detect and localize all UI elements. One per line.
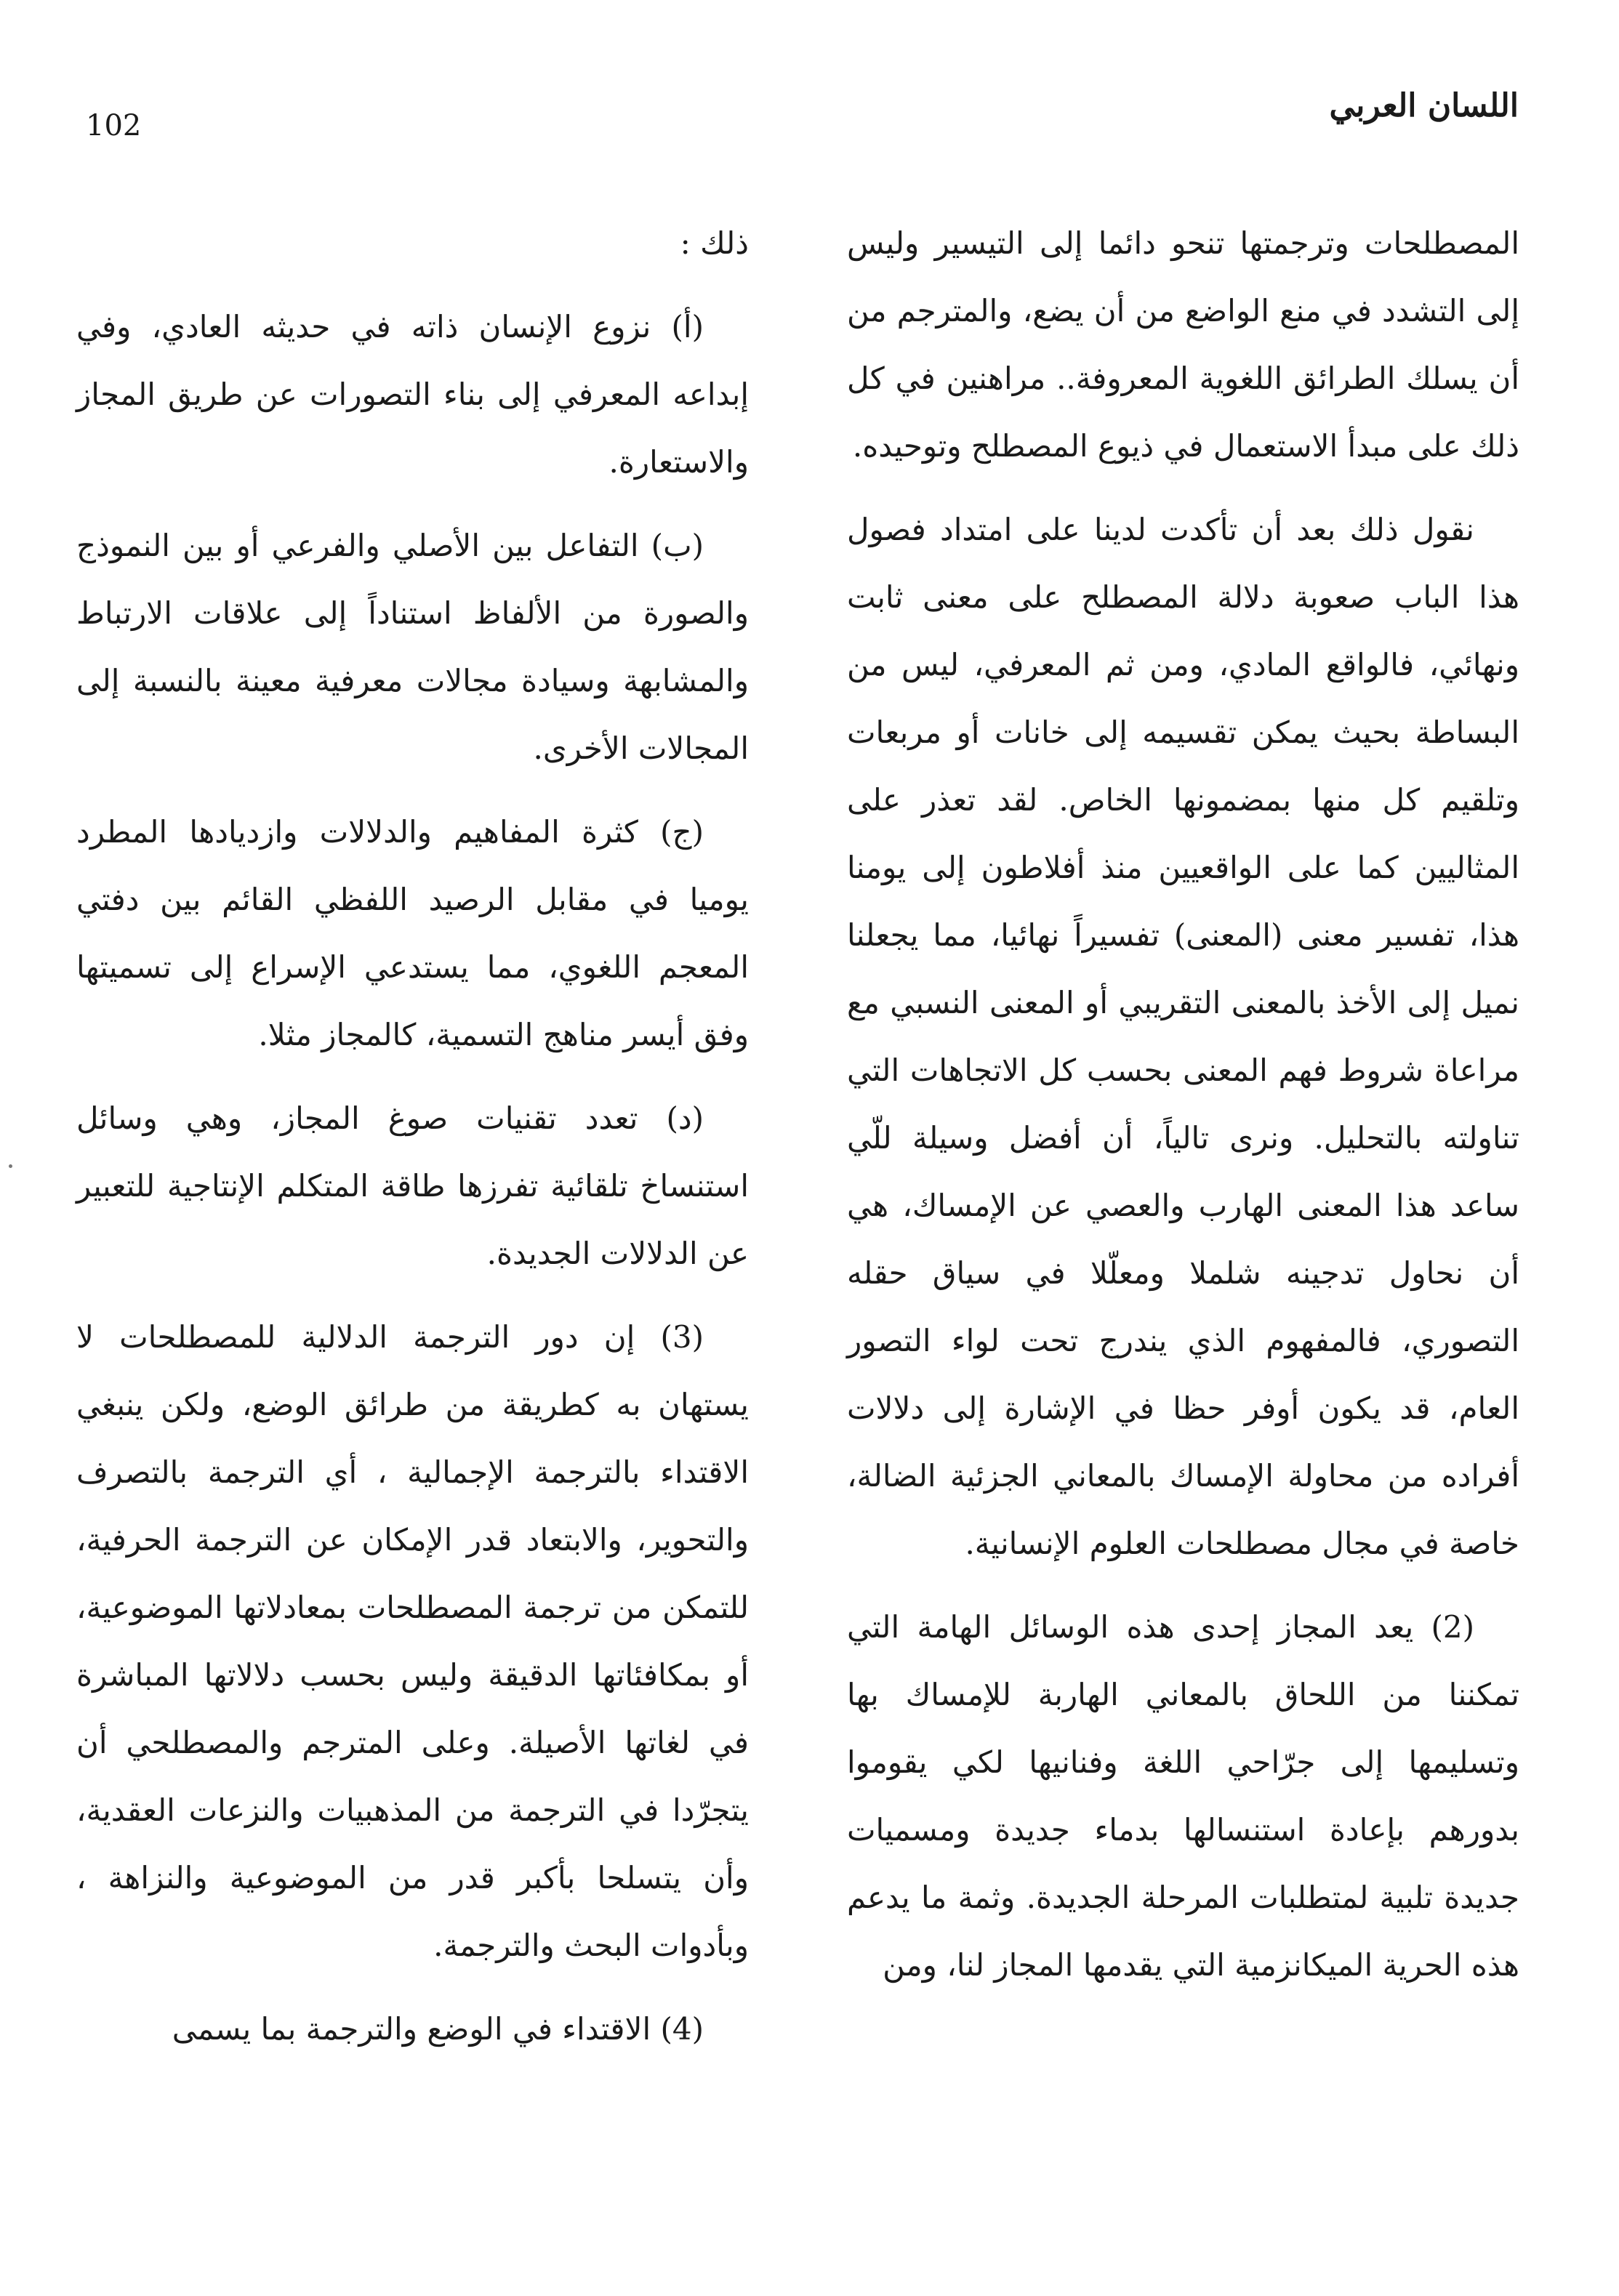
paragraph: نقول ذلك بعد أن تأكدت لدينا على امتداد فصول هذا الباب صعوبة دلالة المصطلح على معنى ثابت ونهائي، فالواقع المادي، ومن ثم المعرفي، ليس من البساطة بحيث يمكن تقسيمه إلى خانات أو مربعات وتلقيم كل منها بمضمونها الخاص. لقد تعذر على المثاليين كما على الواقعيين منذ أفلاطون إلى يومنا هذا، تفسير معنى (المعنى) تفسيراً نهائيا، مما يجعلنا نميل إلى الأخذ بالمعنى التقريبي أو المعنى النسبي مع مراعاة شروط فهم المعنى بحسب كل الاتجاهات التي تناولته بالتحليل. ونرى تالياً، أن أفضل وسيلة للّي ساعد هذا المعنى الهارب والعصي عن الإمساك، هي أن نحاول تدجينه شلملا ومعلّلا في سياق حقله التصوري، فالمفهوم الذي يندرج تحت لواء التصور العام، قد يكون أوفر حظا في الإشارة إلى دلالات أفراده من محاولة الإمساك بالمعاني الجزئية الضالة، خاصة في مجال مصطلحات العلوم الإنسانية. [847, 512, 1519, 1561]
right-column [847, 209, 1519, 2015]
list-item-b: (ب) التفاعل بين الأصلي والفرعي أو بين النموذج والصورة من الألفاظ استناداً إلى علاقات الارتباط والمشابهة وسيادة مجالات معرفية معينة بالنسبة إلى المجالات الأخرى. [76, 528, 749, 766]
paragraph: (2) يعد المجاز إحدى هذه الوسائل الهامة التي تمكننا من اللحاق بالمعاني الهاربة للإمساك بها وتسليمها إلى جرّاحي اللغة وفنانيها لكي يقوموا بدورهم بإعادة استنسالها بدماء جديدة ومسميات جديدة تلبية لمتطلبات المرحلة الجديدة. وثمة ما يدعم هذه الحرية الميكانزمية التي يقدمها المجاز لنا، ومن [847, 1609, 1519, 1983]
page-number: 102 [86, 109, 142, 142]
left-column [76, 209, 749, 2079]
list-item-c: (ج) كثرة المفاهيم والدلالات وازديادها المطرد يوميا في مقابل الرصيد اللفظي القائم بين دفتي المعجم اللغوي، مما يستدعي الإسراع إلى تسميتها وفق أيسر مناهج التسمية، كالمجاز مثلا. [76, 814, 749, 1052]
paragraph: (4) الاقتداء في الوضع والترجمة بما يسمى [172, 2011, 704, 2047]
journal-title: اللسان العربي [1329, 87, 1519, 124]
list-item-d: (د) تعدد تقنيات صوغ المجاز، وهي وسائل استنساخ تلقائية تفرزها طاقة المتكلم الإنتاجية للتعبير عن الدلالات الجديدة. [76, 1100, 749, 1271]
paragraph: ذلك : [680, 225, 749, 261]
scan-speck [9, 1164, 12, 1168]
list-item-a: (أ) نزوع الإنسان ذاته في حديثه العادي، وفي إبداعه المعرفي إلى بناء التصورات عن طريق المجاز والاستعارة. [76, 309, 749, 480]
paragraph: المصطلحات وترجمتها تنحو دائما إلى التيسير وليس إلى التشدد في منع الواضع من أن يضع، والمترجم من أن يسلك الطرائق اللغوية المعروفة.. مراهنين في كل ذلك على مبدأ الاستعمال في ذيوع المصطلح وتوحيده. [847, 225, 1519, 464]
paragraph: (3) إن دور الترجمة الدلالية للمصطلحات لا يستهان به كطريقة من طرائق الوضع، ولكن ينبغي الاقتداء بالترجمة الإجمالية ، أي الترجمة بالتصرف والتحوير، والابتعاد قدر الإمكان عن الترجمة الحرفية، للتمكن من ترجمة المصطلحات بمعادلاتها الموضوعية، أو بمكافئاتها الدقيقة وليس بحسب دلالاتها المباشرة في لغاتها الأصيلة. وعلى المترجم والمصطلحي أن يتجرّدا في الترجمة من المذهبيات والنزعات العقدية، وأن يتسلحا بأكبر قدر من الموضوعية والنزاهة ، وبأدوات البحث والترجمة. [76, 1319, 749, 1963]
